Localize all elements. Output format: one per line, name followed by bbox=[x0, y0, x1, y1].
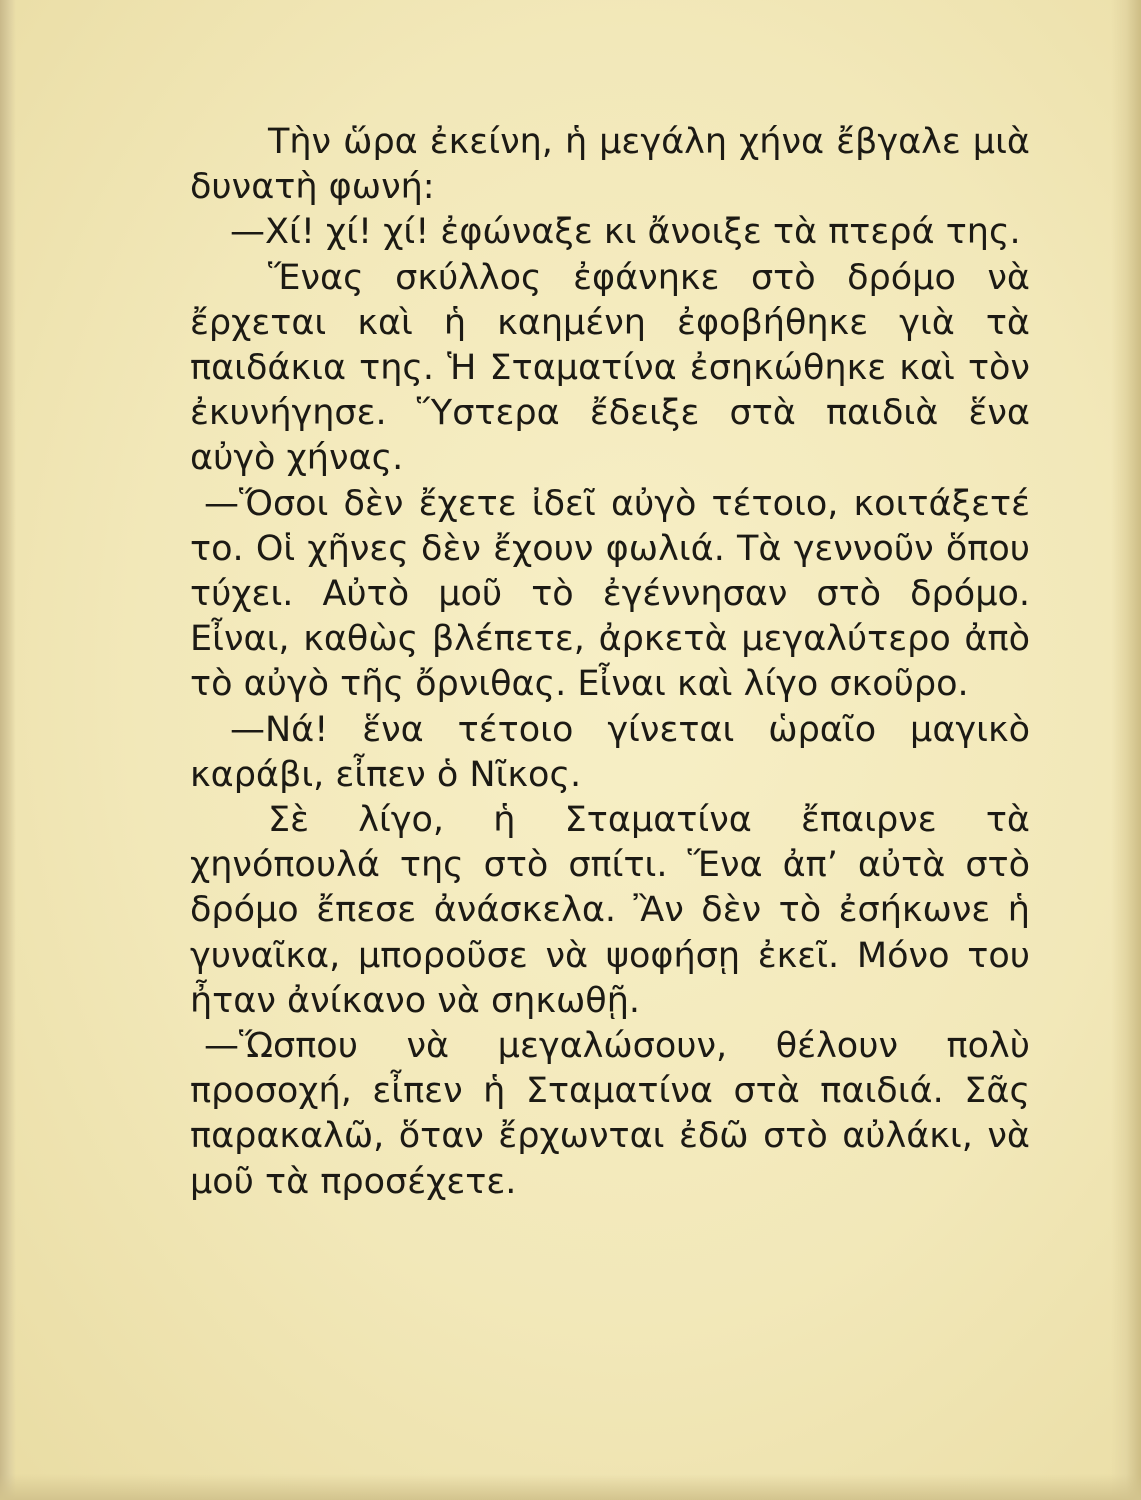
page-left-edge bbox=[0, 0, 16, 1500]
dialogue-paragraph: —Ὥσπου νὰ μεγαλώσουν, θέλουν πολὺ προσοχή, εἶπεν ἡ Σταματίνα στὰ παιδιά. Σᾶς παρακαλῶ, ὅταν ἔρχωνται ἐδῶ στὸ αὐλάκι, νὰ μοῦ τὰ προσέχετε. bbox=[190, 1026, 1030, 1202]
page-right-edge bbox=[1111, 0, 1141, 1500]
dialogue-paragraph: —Ὅσοι δὲν ἔχετε ἰδεῖ αὐγὸ τέτοιο, κοιτάξετέ το. Οἱ χῆνες δὲν ἔχουν φωλιά. Τὰ γεννοῦν ὅπου τύχει. Αὐτὸ μοῦ τὸ ἐγέννησαν στὸ δρόμο. Εἶναι, καθὼς βλέπετε, ἀρκετὰ μεγαλύτερο ἀπὸ τὸ αὐγὸ τῆς ὄρνιθας. Εἶναι καὶ λίγο σκοῦρο. bbox=[190, 483, 1030, 705]
paragraph: Τὴν ὥρα ἐκείνη, ἡ μεγάλη χήνα ἔβγαλε μιὰ δυνατὴ φωνή: bbox=[190, 122, 1030, 208]
paragraph: Σὲ λίγο, ἡ Σταματίνα ἔπαιρνε τὰ χηνόπουλά της στὸ σπίτι. Ἕνα ἀπ’ αὐτὰ στὸ δρόμο ἔπεσε ἀνάσκελα. Ἂν δὲν τὸ ἐσήκωνε ἡ γυναῖκα, μποροῦσε νὰ ψοφήσῃ ἐκεῖ. Μόνο του ἦταν ἀνίκανο νὰ σηκωθῇ. bbox=[190, 800, 1030, 1021]
dialogue-paragraph: —Νά! ἕνα τέτοιο γίνεται ὡραῖο μαγικὸ καράβι, εἶπεν ὁ Νῖκος. bbox=[190, 709, 1030, 795]
page-body-text bbox=[190, 120, 1030, 1205]
dialogue-paragraph: —Χί! χί! χί! ἐφώναξε κι ἄνοιξε τὰ πτερά της. bbox=[230, 212, 1021, 253]
paragraph: Ἕνας σκύλλος ἐφάνηκε στὸ δρόμο νὰ ἔρχεται καὶ ἡ καημένη ἐφοβήθηκε γιὰ τὰ παιδάκια της. Ἡ Σταματίνα ἐσηκώθηκε καὶ τὸν ἐκυνήγησε. Ὕστερα ἔδειξε στὰ παιδιὰ ἕνα αὐγὸ χήνας. bbox=[190, 257, 1030, 479]
page-bottom-edge bbox=[0, 1474, 1141, 1500]
